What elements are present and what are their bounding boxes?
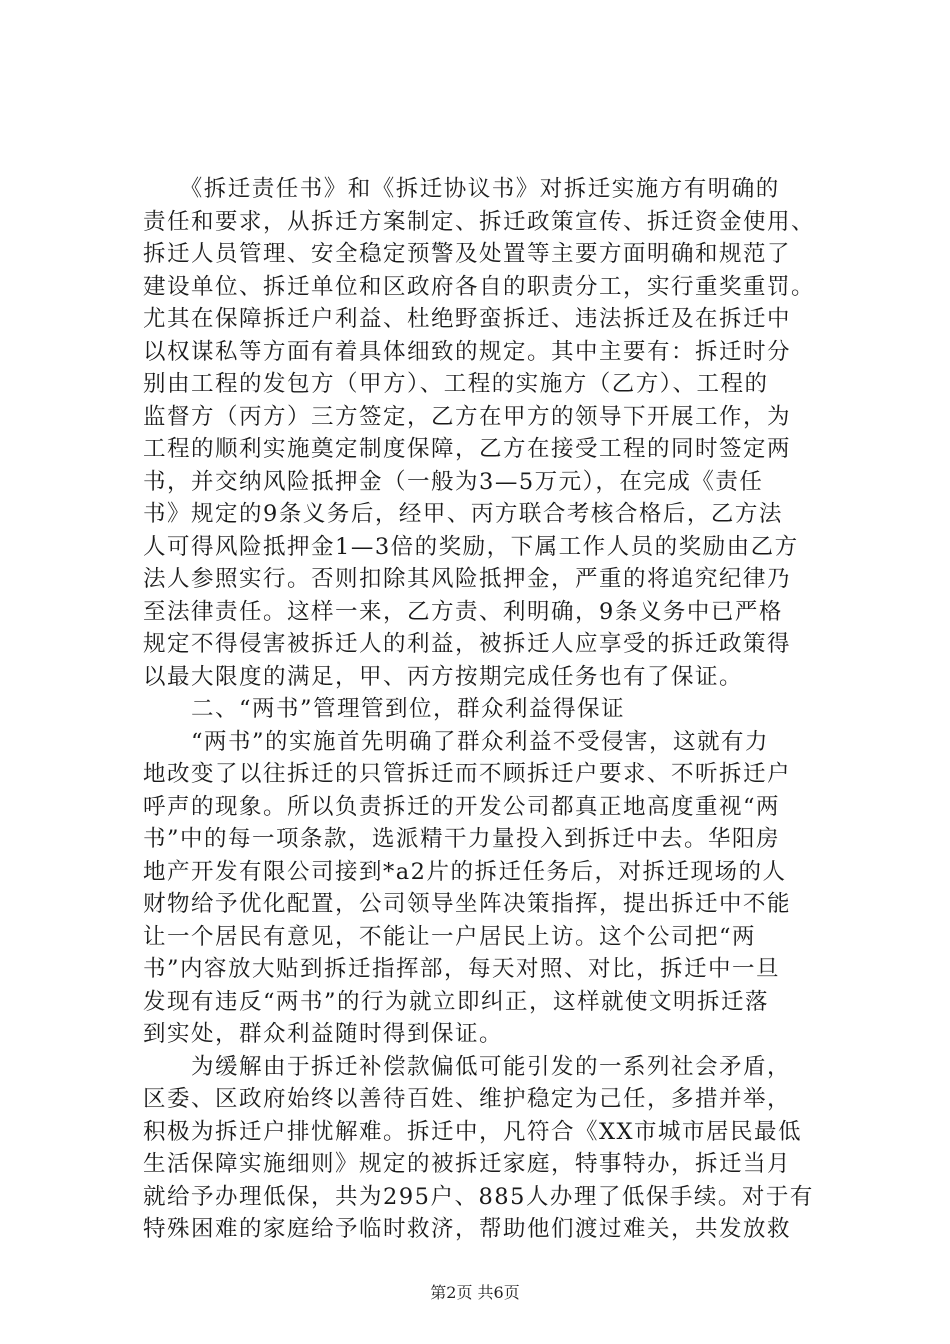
text-line: 二、“两书”管理管到位，群众利益得保证 <box>143 696 626 722</box>
text-line: 积极为拆迁户排忧解难。拆迁中，凡符合《XX市城市居民最低 <box>143 1118 803 1145</box>
text-line: 书》规定的9条义务后，经甲、丙方联合考核合格后，乙方法 <box>143 501 783 527</box>
text-line: 地产开发有限公司接到*a2片的拆迁任务后，对拆迁现场的人 <box>143 858 787 885</box>
text-line: 以最大限度的满足，甲、丙方按期完成任务也有了保证。 <box>143 663 744 690</box>
text-line: 呼声的现象。所以负责拆迁的开发公司都真正地高度重视“两 <box>143 793 781 820</box>
text-line: 书，并交纳风险抵押金（一般为3—5万元），在完成《责任 <box>143 468 764 495</box>
text-line: 工程的顺利实施奠定制度保障，乙方在接受工程的同时签定两 <box>143 436 792 462</box>
text-line: 到实处，群众利益随时得到保证。 <box>143 1021 504 1047</box>
text-line: 《拆迁责任书》和《拆迁协议书》对拆迁实施方有明确的 <box>143 176 780 202</box>
text-line: 发现有违反“两书”的行为就立即纠正，这样就使文明拆迁落 <box>143 988 770 1015</box>
text-line: 别由工程的发包方（甲方）、工程的实施方（乙方）、工程的 <box>143 371 769 397</box>
text-line: 地改变了以往拆迁的只管拆迁而不顾拆迁户要求、不听拆迁户 <box>143 761 792 787</box>
text-line: 以权谋私等方面有着具体细致的规定。其中主要有：拆迁时分 <box>143 338 792 365</box>
text-line: 就给予办理低保，共为295户、885人办理了低保手续。对于有 <box>143 1183 814 1210</box>
text-line: 让一个居民有意见，不能让一户居民上访。这个公司把“两 <box>143 923 757 950</box>
text-line: 区委、区政府始终以善待百姓、维护稳定为己任，多措并举， <box>143 1086 792 1112</box>
text-line: 建设单位、拆迁单位和区政府各自的职责分工，实行重奖重罚。 <box>143 273 816 300</box>
text-line: 拆迁人员管理、安全稳定预警及处置等主要方面明确和规范了 <box>143 241 792 267</box>
document-body <box>143 173 843 1246</box>
text-line: 书”中的每一项条款，选派精干力量投入到拆迁中去。华阳房 <box>143 826 781 852</box>
text-line: 财物给予优化配置，公司领导坐阵决策指挥，提出拆迁中不能 <box>143 891 792 917</box>
text-line: 规定不得侵害被拆迁人的利益，被拆迁人应享受的拆迁政策得 <box>143 631 792 657</box>
text-line: 尤其在保障拆迁户利益、杜绝野蛮拆迁、违法拆迁及在拆迁中 <box>143 306 792 332</box>
text-line: 为缓解由于拆迁补偿款偏低可能引发的一系列社会矛盾， <box>143 1053 792 1080</box>
text-line: 特殊困难的家庭给予临时救济，帮助他们渡过难关，共发放救 <box>143 1216 792 1242</box>
text-line: 监督方（丙方）三方签定，乙方在甲方的领导下开展工作，为 <box>143 403 792 430</box>
text-line: 责任和要求，从拆迁方案制定、拆迁政策宣传、拆迁资金使用、 <box>143 208 816 235</box>
text-line: 书”内容放大贴到拆迁指挥部，每天对照、对比，拆迁中一旦 <box>143 956 781 982</box>
text-line: 至法律责任。这样一来，乙方责、利明确，9条义务中已严格 <box>143 598 783 625</box>
text-line: 法人参照实行。否则扣除其风险抵押金，严重的将追究纪律乃 <box>143 566 792 592</box>
text-line: 生活保障实施细则》规定的被拆迁家庭，特事特办，拆迁当月 <box>143 1151 792 1177</box>
text-line: 人可得风险抵押金1—3倍的奖励，下属工作人员的奖励由乙方 <box>143 533 799 560</box>
text-line: “两书”的实施首先明确了群众利益不受侵害，这就有力 <box>143 728 770 755</box>
page-footer: 第2页 共6页 <box>430 1283 520 1302</box>
